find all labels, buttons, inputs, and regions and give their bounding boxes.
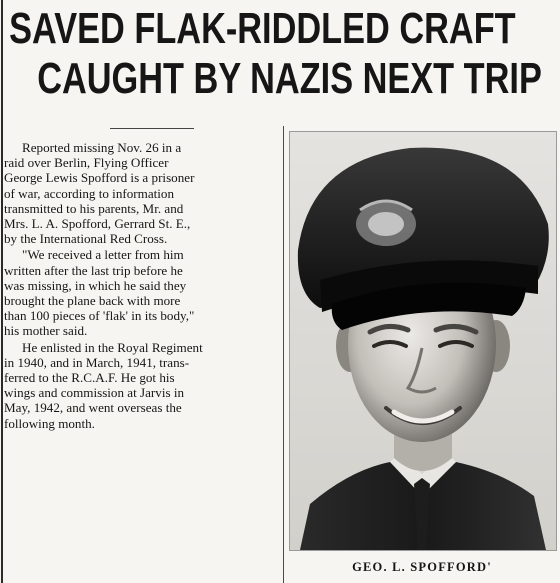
headline-line-2: CAUGHT BY NAZIS NEXT TRIP [37, 54, 542, 103]
column-divider [283, 126, 284, 583]
headline-divider [110, 128, 194, 129]
left-border-rule [1, 0, 3, 583]
article-body [4, 140, 277, 431]
headline [6, 4, 542, 104]
photo-caption: GEO. L. SPOFFORD' [352, 560, 492, 574]
portrait-photo [289, 131, 557, 551]
article-paragraph-3: He enlisted in the Royal Regiment in 1940, and in March, 1941, trans- ferred to the R.C.A.F. He got his wings and commission at Jarvis in May, 1942, and went overseas the following month. [4, 339, 203, 431]
article-paragraph-2: "We received a letter from him written after the last trip before he was missing, in which he said they brought the plane back with more than 100 pieces of 'flak' in its body," his mother said. [4, 247, 195, 339]
article-paragraph-1: Reported missing Nov. 26 in a raid over Berlin, Flying Officer George Lewis Spofford is a prisoner of war, according to information transmitted to his parents, Mr. and Mrs. L. A. Spofford, Gerrard St. E., by the International Red Cross. [4, 140, 195, 247]
headline-line-1: SAVED FLAK-RIDDLED CRAFT [9, 4, 516, 53]
portrait-illustration [290, 132, 556, 550]
